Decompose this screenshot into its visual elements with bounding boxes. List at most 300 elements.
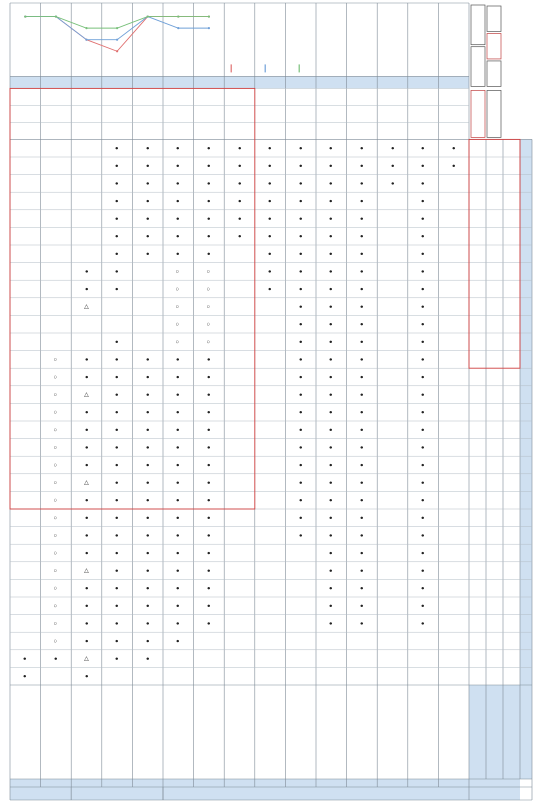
requirement-text: [194, 685, 225, 779]
relation-mark: ▷: [84, 392, 90, 397]
requirement-number-right: [255, 76, 286, 88]
relation-mark: •: [387, 181, 398, 185]
relation-mark: •: [295, 252, 306, 256]
relation-mark: •: [295, 375, 306, 379]
requirement-number: [224, 779, 255, 787]
column-number: [520, 421, 532, 439]
relation-mark: •: [356, 463, 367, 467]
relation-mark: •: [81, 498, 92, 502]
relation-mark: •: [173, 463, 184, 467]
relation-mark: •: [203, 199, 214, 203]
relation-mark: •: [81, 604, 92, 608]
relation-mark: •: [265, 234, 276, 238]
relation-mark: •: [112, 234, 123, 238]
relation-mark: •: [326, 217, 337, 221]
relation-mark: •: [173, 181, 184, 185]
relation-mark: •: [234, 164, 245, 168]
requirement-text: [132, 685, 163, 779]
footnote: [528, 5, 550, 128]
score-line-concept-1: [25, 17, 209, 52]
concept-mark: [490, 653, 500, 665]
relation-mark: ▷: [84, 480, 90, 485]
evaluation-score: [408, 122, 439, 139]
evaluation-score: [224, 105, 255, 122]
relation-mark: •: [418, 498, 429, 502]
relation-mark: •: [356, 181, 367, 185]
diagram-requirements: [487, 6, 501, 31]
relation-mark: •: [295, 516, 306, 520]
relation-mark: •: [142, 586, 153, 590]
relation-mark: •: [81, 445, 92, 449]
relation-mark: •: [326, 533, 337, 537]
evaluation-score: [377, 122, 408, 139]
requirement-number-right: [194, 76, 225, 88]
relation-mark: •: [112, 375, 123, 379]
relation-mark: ○: [175, 287, 182, 291]
evaluation-score: [347, 122, 378, 139]
score-point: [147, 15, 149, 17]
column-number: [520, 615, 532, 633]
requirement-text: [10, 685, 41, 779]
relation-mark: •: [356, 586, 367, 590]
relation-mark: •: [112, 340, 123, 344]
relation-mark: •: [112, 269, 123, 273]
score-point: [116, 50, 118, 52]
requirement-text: [377, 685, 408, 779]
relation-mark: •: [326, 604, 337, 608]
concept-mark: [473, 248, 483, 260]
evaluation-score: [377, 88, 408, 105]
relation-mark: •: [142, 393, 153, 397]
evaluation-score: [438, 122, 469, 139]
relation-mark: •: [418, 164, 429, 168]
relation-mark: •: [173, 498, 184, 502]
requirement-number-right: [224, 76, 255, 88]
requirement-number: [255, 779, 286, 787]
relation-mark: •: [142, 410, 153, 414]
evaluation-score: [132, 122, 163, 139]
relation-mark: •: [418, 393, 429, 397]
concept-mark: [490, 371, 500, 383]
relation-mark: ○: [52, 463, 59, 467]
relation-mark: •: [418, 252, 429, 256]
relation-mark: •: [265, 181, 276, 185]
relation-mark: •: [234, 234, 245, 238]
relation-mark: •: [418, 305, 429, 309]
evaluation-score: [285, 122, 316, 139]
relation-mark: •: [356, 217, 367, 221]
concept-section-label: [469, 779, 520, 800]
column-number: [520, 597, 532, 615]
relation-mark: •: [142, 357, 153, 361]
relation-mark: ○: [52, 516, 59, 520]
relation-mark: •: [81, 674, 92, 678]
relation-mark: •: [81, 463, 92, 467]
relation-mark: •: [295, 234, 306, 238]
relation-mark: •: [356, 287, 367, 291]
requirement-number: [10, 779, 41, 787]
requirement-number: [71, 779, 102, 787]
requirement-number-right: [163, 76, 194, 88]
relation-mark: •: [142, 181, 153, 185]
relation-mark: •: [418, 604, 429, 608]
relation-mark: •: [173, 164, 184, 168]
relation-mark: •: [326, 498, 337, 502]
relation-mark: •: [326, 445, 337, 449]
concept-mark: [490, 617, 500, 629]
diagram-concept-elaboration: [487, 90, 501, 137]
concept-mark: [473, 353, 483, 365]
requirement-number: [163, 779, 194, 787]
relation-mark: ▷: [84, 568, 90, 573]
relation-mark: •: [173, 428, 184, 432]
relation-mark: •: [112, 428, 123, 432]
relation-mark: •: [112, 621, 123, 625]
relation-mark: ○: [52, 498, 59, 503]
relation-mark: •: [203, 569, 214, 573]
relation-mark: ○: [52, 586, 59, 591]
evaluation-score: [438, 88, 469, 105]
relation-mark: •: [142, 516, 153, 520]
relation-mark: •: [173, 533, 184, 537]
relation-mark: •: [112, 164, 123, 168]
concept-mark: [507, 670, 517, 682]
column-number: [520, 491, 532, 509]
relation-mark: •: [356, 445, 367, 449]
relation-mark: •: [142, 604, 153, 608]
relation-mark: •: [326, 569, 337, 573]
relation-mark: •: [142, 463, 153, 467]
relation-mark: •: [112, 586, 123, 590]
relation-mark: •: [326, 340, 337, 344]
column-number: [520, 579, 532, 597]
relation-mark: •: [326, 481, 337, 485]
relation-mark: •: [295, 481, 306, 485]
column-number: [520, 650, 532, 668]
relation-mark: ○: [205, 287, 212, 291]
legend-entry: [262, 5, 294, 62]
relation-mark: •: [356, 269, 367, 273]
relation-mark: •: [326, 551, 337, 555]
relation-mark: •: [356, 410, 367, 414]
relation-mark: •: [203, 164, 214, 168]
relation-mark: •: [173, 146, 184, 150]
evaluation-score: [347, 88, 378, 105]
relation-mark: •: [418, 410, 429, 414]
relation-mark: •: [112, 357, 123, 361]
concept-mark: [490, 336, 500, 348]
column-number: [520, 456, 532, 474]
concept-mark: [490, 512, 500, 524]
relation-mark: •: [173, 375, 184, 379]
relation-mark: •: [295, 305, 306, 309]
column-header-label: [520, 685, 532, 779]
relation-mark: •: [173, 234, 184, 238]
relation-mark: •: [326, 322, 337, 326]
requirement-text: [102, 685, 133, 779]
relation-mark: •: [203, 586, 214, 590]
concept-mark: [473, 459, 483, 471]
relation-mark: •: [50, 657, 61, 661]
column-number: [520, 632, 532, 650]
relation-mark: •: [356, 252, 367, 256]
requirement-number: [41, 779, 72, 787]
concept-mark: [507, 142, 517, 154]
concept-mark: [490, 353, 500, 365]
evaluation-score: [102, 122, 133, 139]
relation-mark: •: [326, 621, 337, 625]
concept-name: [486, 685, 503, 779]
column-number: [520, 298, 532, 316]
concept-mark: [473, 160, 483, 172]
relation-mark: •: [265, 287, 276, 291]
relation-mark: •: [173, 604, 184, 608]
relation-mark: •: [112, 181, 123, 185]
evaluation-score: [285, 105, 316, 122]
evaluation-score: [316, 122, 347, 139]
relation-mark: •: [356, 533, 367, 537]
column-number: [520, 192, 532, 210]
requirement-number-right: [10, 76, 41, 88]
requirement-number-right: [71, 76, 102, 88]
requirement-text: [285, 685, 316, 779]
relation-mark: •: [20, 674, 31, 678]
relation-mark: ○: [175, 304, 182, 309]
relation-mark: •: [326, 516, 337, 520]
relation-mark: •: [112, 393, 123, 397]
score-point: [208, 15, 210, 17]
panel-label-5: [526, 777, 540, 801]
relation-mark: •: [203, 217, 214, 221]
relation-mark: •: [142, 533, 153, 537]
relation-mark: ○: [52, 428, 59, 432]
relation-mark: •: [387, 164, 398, 168]
relation-mark: •: [112, 199, 123, 203]
evaluation-score: [10, 88, 41, 105]
score-point: [208, 27, 210, 29]
relation-mark: •: [81, 375, 92, 379]
relation-mark: •: [81, 428, 92, 432]
diagram-options: [487, 61, 501, 86]
relation-mark: •: [203, 551, 214, 555]
relation-mark: •: [295, 340, 306, 344]
relation-mark: •: [173, 393, 184, 397]
relation-mark: •: [112, 604, 123, 608]
relation-mark: •: [295, 445, 306, 449]
relation-mark: ○: [52, 604, 59, 608]
relation-mark: •: [142, 428, 153, 432]
column-number: [520, 315, 532, 333]
relation-mark: •: [173, 199, 184, 203]
relation-mark: •: [418, 569, 429, 573]
relation-mark: •: [142, 234, 153, 238]
category-label: [71, 787, 163, 800]
concept-mark: [490, 248, 500, 260]
relation-mark: •: [173, 217, 184, 221]
relation-mark: ○: [52, 568, 59, 573]
relation-mark: •: [142, 199, 153, 203]
relation-mark: •: [142, 569, 153, 573]
requirement-number-right: [377, 76, 408, 88]
relation-mark: •: [265, 269, 276, 273]
panel-label-3: [455, 685, 467, 707]
relation-mark: •: [81, 639, 92, 643]
requirement-text: [224, 685, 255, 779]
relation-mark: •: [20, 657, 31, 661]
relation-mark: •: [295, 393, 306, 397]
requirement-text: [71, 685, 102, 779]
concept-mark: [473, 600, 483, 612]
concept-mark: [507, 301, 517, 313]
relation-mark: •: [295, 269, 306, 273]
concept-mark: [490, 142, 500, 154]
relation-mark: •: [203, 375, 214, 379]
relation-mark: •: [112, 445, 123, 449]
requirement-number-right: [316, 76, 347, 88]
column-number: [520, 562, 532, 580]
concept-mark: [507, 160, 517, 172]
evaluation-score: [408, 88, 439, 105]
relation-mark: •: [356, 340, 367, 344]
relation-mark: ○: [52, 410, 59, 415]
relation-mark: •: [295, 410, 306, 414]
evaluation-score: [194, 105, 225, 122]
concept-mark: [490, 301, 500, 313]
relation-mark: •: [203, 252, 214, 256]
relation-mark: ○: [52, 392, 59, 397]
relation-mark: •: [356, 551, 367, 555]
relation-mark: •: [142, 217, 153, 221]
column-number: [520, 368, 532, 386]
evaluation-score: [377, 105, 408, 122]
evaluation-score: [41, 105, 72, 122]
relation-mark: •: [418, 340, 429, 344]
relation-mark: •: [81, 269, 92, 273]
relation-mark: ○: [205, 340, 212, 344]
relation-mark: •: [112, 569, 123, 573]
relation-mark: •: [418, 287, 429, 291]
requirement-text: [41, 685, 72, 779]
column-number: [520, 333, 532, 351]
column-number: [520, 139, 532, 157]
column-number: [520, 210, 532, 228]
relation-mark: •: [326, 305, 337, 309]
column-number: [520, 351, 532, 369]
concept-name: [503, 685, 520, 779]
category-label: [163, 787, 469, 800]
relation-mark: •: [356, 357, 367, 361]
requirement-number-right: [347, 76, 378, 88]
relation-mark: •: [326, 393, 337, 397]
column-number: [520, 527, 532, 545]
relation-mark: •: [112, 657, 123, 661]
relation-mark: •: [326, 463, 337, 467]
relation-mark: •: [356, 604, 367, 608]
relation-mark: •: [418, 269, 429, 273]
evaluation-score: [41, 122, 72, 139]
requirement-number-right: [102, 76, 133, 88]
concept-mark: [473, 336, 483, 348]
relation-mark: ○: [52, 445, 59, 450]
relation-mark: •: [326, 586, 337, 590]
relation-mark: •: [387, 146, 398, 150]
concept-mark: [473, 635, 483, 647]
relation-mark: •: [295, 533, 306, 537]
evaluation-score: [41, 88, 72, 105]
relation-mark: •: [203, 516, 214, 520]
column-number: [520, 403, 532, 421]
relation-mark: •: [418, 586, 429, 590]
evaluation-score: [102, 88, 133, 105]
relation-mark: •: [112, 217, 123, 221]
relation-mark: •: [295, 217, 306, 221]
legend-entry: [228, 5, 260, 62]
evaluation-score: [255, 122, 286, 139]
requirement-number-right: [408, 76, 439, 88]
concept-mark: [490, 494, 500, 506]
relation-mark: •: [112, 287, 123, 291]
column-number: [520, 667, 532, 685]
relation-mark: •: [112, 463, 123, 467]
relation-mark: •: [418, 146, 429, 150]
requirement-text: [255, 685, 286, 779]
relation-mark: •: [265, 217, 276, 221]
concept-mark: [490, 318, 500, 330]
diagram-relations: [487, 33, 501, 58]
relation-mark: •: [112, 481, 123, 485]
relation-mark: •: [142, 375, 153, 379]
relation-mark: ○: [205, 304, 212, 309]
relation-mark: •: [112, 498, 123, 502]
requirement-number-right: [285, 76, 316, 88]
relation-mark: ○: [175, 269, 182, 274]
relation-mark: •: [173, 551, 184, 555]
column-number: [520, 386, 532, 404]
relation-mark: •: [326, 410, 337, 414]
evaluation-score: [255, 88, 286, 105]
relation-mark: •: [448, 164, 459, 168]
requirement-number: [285, 779, 316, 787]
relation-mark: •: [203, 481, 214, 485]
relation-mark: •: [326, 199, 337, 203]
relation-mark: •: [203, 410, 214, 414]
relation-mark: •: [112, 146, 123, 150]
requirement-text: [163, 685, 194, 779]
relation-mark: ○: [175, 340, 182, 344]
relation-mark: •: [356, 375, 367, 379]
concept-mark: [490, 424, 500, 436]
relation-mark: •: [234, 199, 245, 203]
relation-mark: •: [81, 586, 92, 590]
concept-mark: [490, 160, 500, 172]
score-point: [24, 15, 26, 17]
relation-mark: •: [295, 498, 306, 502]
relation-mark: •: [295, 322, 306, 326]
requirement-number-right: [438, 76, 469, 88]
relation-mark: •: [203, 393, 214, 397]
relation-mark: •: [173, 252, 184, 256]
concept-mark: [473, 318, 483, 330]
relation-mark: ▷: [84, 304, 90, 309]
relation-mark: •: [265, 199, 276, 203]
requirement-number: [347, 779, 378, 787]
relation-mark: •: [295, 287, 306, 291]
relation-mark: •: [112, 410, 123, 414]
relation-mark: •: [295, 463, 306, 467]
relation-mark: •: [81, 287, 92, 291]
evaluation-score: [194, 88, 225, 105]
evaluation-score: [224, 122, 255, 139]
